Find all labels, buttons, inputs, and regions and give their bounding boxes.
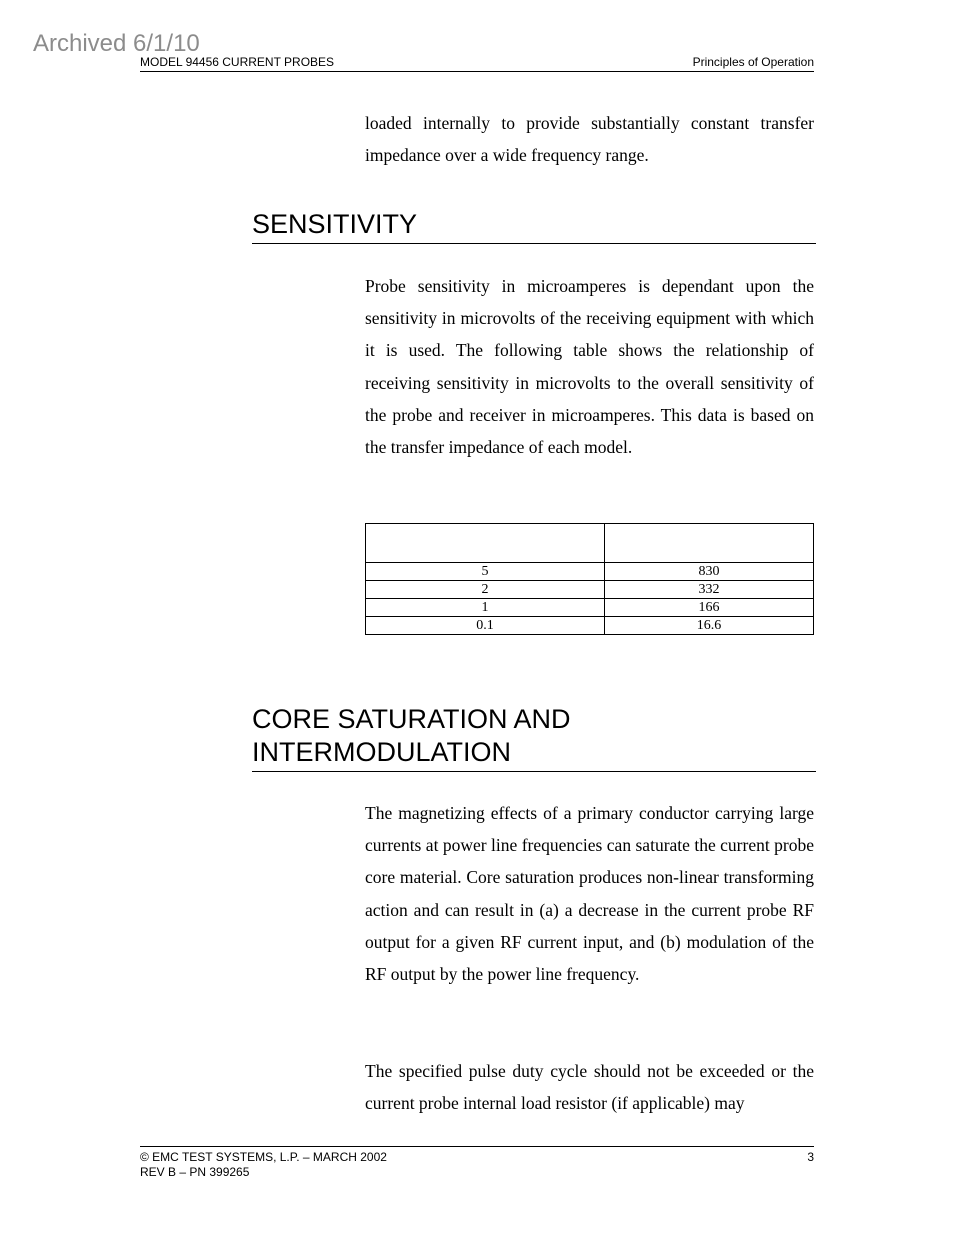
table-cell: 5 (366, 563, 605, 581)
page-footer (140, 1146, 814, 1180)
footer-revision: REV B – PN 399265 (140, 1165, 250, 1179)
header-section-title: Principles of Operation (692, 55, 814, 69)
section-title-line: INTERMODULATION (252, 737, 512, 767)
core-saturation-paragraph: The magnetizing effects of a primary conductor carrying large currents at power line frequencies can saturate the current probe core material. Core saturation produces non-linear transforming action and can result in (a) a decrease in the current probe RF output for a given RF current input, and (b) modulation of the RF output by the power line frequency. (365, 803, 814, 985)
sensitivity-table (365, 523, 814, 635)
table-row (366, 599, 814, 617)
section-title-sensitivity: SENSITIVITY (252, 208, 816, 244)
table-header-row (366, 524, 814, 563)
page-header (140, 55, 814, 72)
footer-page-number: 3 (807, 1150, 814, 1164)
table-cell: 332 (605, 581, 814, 599)
table-cell: 16.6 (605, 617, 814, 635)
section-title-line: CORE SATURATION AND (252, 704, 571, 734)
table-cell: 830 (605, 563, 814, 581)
table-cell: 1 (366, 599, 605, 617)
section-title-core-saturation (252, 703, 816, 772)
footer-copyright: © EMC TEST SYSTEMS, L.P. – MARCH 2002 (140, 1150, 387, 1164)
table-header-cell (366, 524, 605, 563)
archive-watermark: Archived 6/1/10 (33, 30, 200, 57)
table-cell: 166 (605, 599, 814, 617)
table-row (366, 581, 814, 599)
table-cell: 0.1 (366, 617, 605, 635)
header-document-title: MODEL 94456 CURRENT PROBES (140, 55, 335, 69)
table-cell: 2 (366, 581, 605, 599)
table-header-cell (605, 524, 814, 563)
table-row (366, 563, 814, 581)
duty-cycle-paragraph: The specified pulse duty cycle should not be exceeded or the current probe internal load resistor (if applicable) may (365, 1061, 814, 1114)
sensitivity-paragraph: Probe sensitivity in microamperes is dependant upon the sensitivity in microvolts of the receiving equipment with which it is used. The following table shows the relationship of receiving sensitivity in microvolts to the overall sensitivity of the probe and receiver in microamperes. This data is based on the transfer impedance of each model. (365, 276, 814, 458)
table-row (366, 617, 814, 635)
intro-paragraph: loaded internally to provide substantially constant transfer impedance over a wide frequency range. (365, 113, 814, 166)
